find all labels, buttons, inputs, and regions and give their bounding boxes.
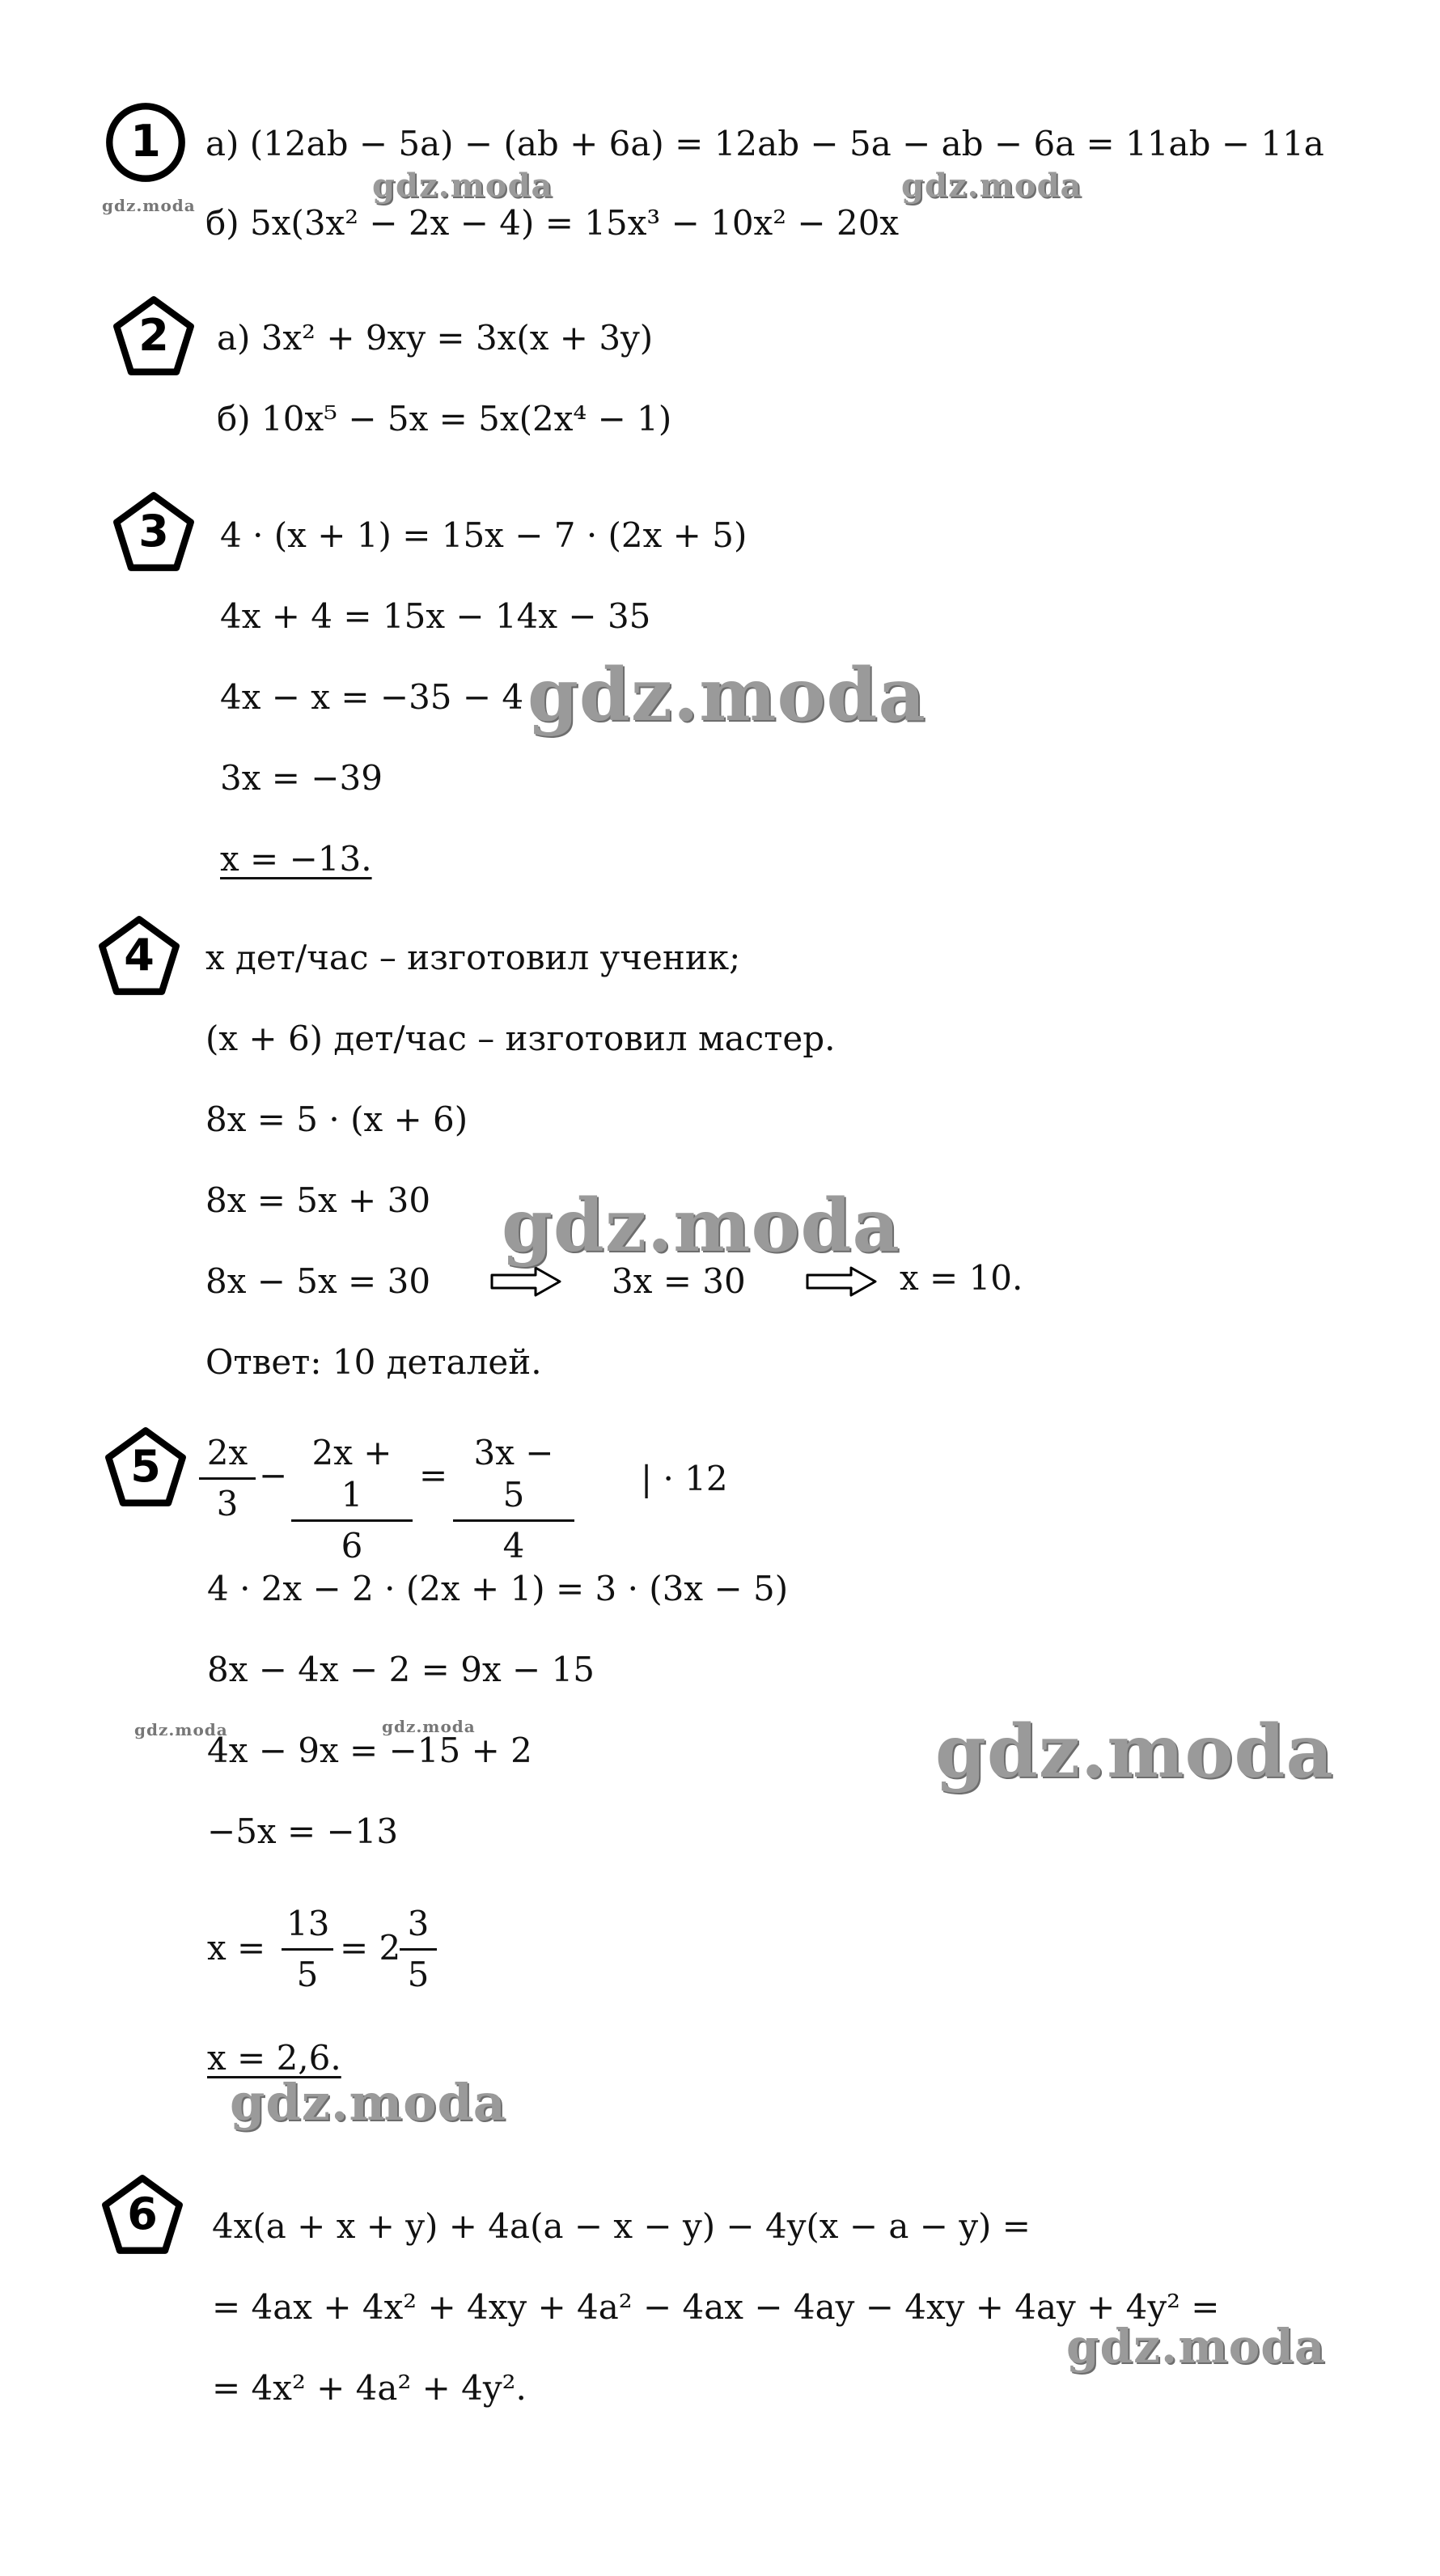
watermark: gdz.moda — [372, 167, 553, 205]
watermark: gdz.moda — [502, 1183, 900, 1269]
task4-line-3: 8x = 5 · (x + 6) — [205, 1099, 468, 1139]
task4-line-2: (x + 6) дет/час – изготовил мастер. — [205, 1019, 836, 1058]
fraction: $\frac{3x - 5}{4}$ — [453, 1432, 574, 1567]
task3-line-3: 4x − x = −35 − 4 — [220, 677, 524, 717]
watermark: gdz.moda — [1066, 2319, 1326, 2374]
task3-line-4: 3x = −39 — [220, 758, 383, 798]
task-number: 3 — [138, 506, 169, 557]
task4-line-5: 8x − 5x = 30 — [205, 1261, 431, 1301]
task6-line-3: = 4x² + 4a² + 4y². — [212, 2368, 527, 2408]
x-equals: x = — [207, 1928, 266, 1968]
task4-line-7: x = 10. — [900, 1258, 1023, 1298]
task1-line-b: б) 5x(3x² − 2x − 4) = 15x³ − 10x² − 20x — [205, 203, 900, 243]
fraction: $\frac{13}{5}$ — [282, 1903, 333, 1996]
task-number: 2 — [138, 310, 169, 361]
watermark: gdz.moda — [134, 1720, 228, 1739]
task-number-badge — [104, 100, 188, 184]
task4-line-4: 8x = 5x + 30 — [205, 1180, 431, 1220]
watermark: gdz.moda — [901, 167, 1082, 205]
task2-line-a: а) 3x² + 9xy = 3x(x + 3y) — [217, 318, 654, 358]
task6-line-2: = 4ax + 4x² + 4xy + 4a² − 4ax − 4ay − 4xy + 4ay + 4y² = — [212, 2287, 1220, 2327]
watermark: gdz.moda — [527, 652, 926, 738]
fraction: $\frac{2x + 1}{6}$ — [291, 1432, 413, 1567]
fraction: $\frac{2x}{3}$ — [199, 1432, 256, 1525]
task3-line-2: 4x + 4 = 15x − 14x − 35 — [220, 596, 651, 636]
task-number: 5 — [130, 1441, 161, 1492]
task3-answer: x = −13. — [220, 839, 372, 879]
task-number: 1 — [130, 116, 161, 167]
fraction: $\frac{3}{5}$ — [400, 1903, 437, 1996]
task-number-badge — [112, 294, 196, 379]
watermark: gdz.moda — [102, 196, 196, 215]
task-number-badge — [104, 1426, 188, 1510]
watermark: gdz.moda — [382, 1717, 476, 1736]
equals-sign: = — [419, 1455, 448, 1495]
task5-line-1: 4 · 2x − 2 · (2x + 1) = 3 · (3x − 5) — [207, 1569, 789, 1608]
minus-sign: − — [259, 1455, 288, 1495]
task-number-badge — [97, 914, 181, 998]
task3-line-1: 4 · (x + 1) = 15x − 7 · (2x + 5) — [220, 515, 748, 555]
task-number: 6 — [127, 2188, 158, 2239]
task-number-badge — [112, 490, 196, 574]
task1-line-a: а) (12ab − 5a) − (ab + 6a) = 12ab − 5a − ab − 6a = 11ab − 11a — [205, 124, 1324, 163]
multiplier-note: | · 12 — [641, 1459, 728, 1498]
task4-answer: Ответ: 10 деталей. — [205, 1342, 542, 1382]
task5-line-2: 8x − 4x − 2 = 9x − 15 — [207, 1650, 595, 1689]
task6-line-1: 4x(a + x + y) + 4a(a − x − y) − 4y(x − a − y) = — [212, 2206, 1031, 2246]
task4-line-6: 3x = 30 — [612, 1261, 746, 1301]
watermark: gdz.moda — [935, 1709, 1334, 1794]
arrow-right-icon — [806, 1265, 879, 1298]
task-number: 4 — [124, 930, 155, 981]
equals-two: = 2 — [340, 1928, 401, 1968]
task5-line-4: −5x = −13 — [207, 1811, 399, 1851]
task2-line-b: б) 10x⁵ − 5x = 5x(2x⁴ − 1) — [217, 399, 672, 439]
task-number-badge — [100, 2173, 184, 2257]
task4-line-1: x дет/час – изготовил ученик; — [205, 938, 741, 977]
arrow-right-icon — [490, 1265, 563, 1298]
task5-answer: x = 2,6. — [207, 2038, 341, 2078]
watermark: gdz.moda — [230, 2073, 506, 2132]
task5-line-3: 4x − 9x = −15 + 2 — [207, 1731, 532, 1770]
